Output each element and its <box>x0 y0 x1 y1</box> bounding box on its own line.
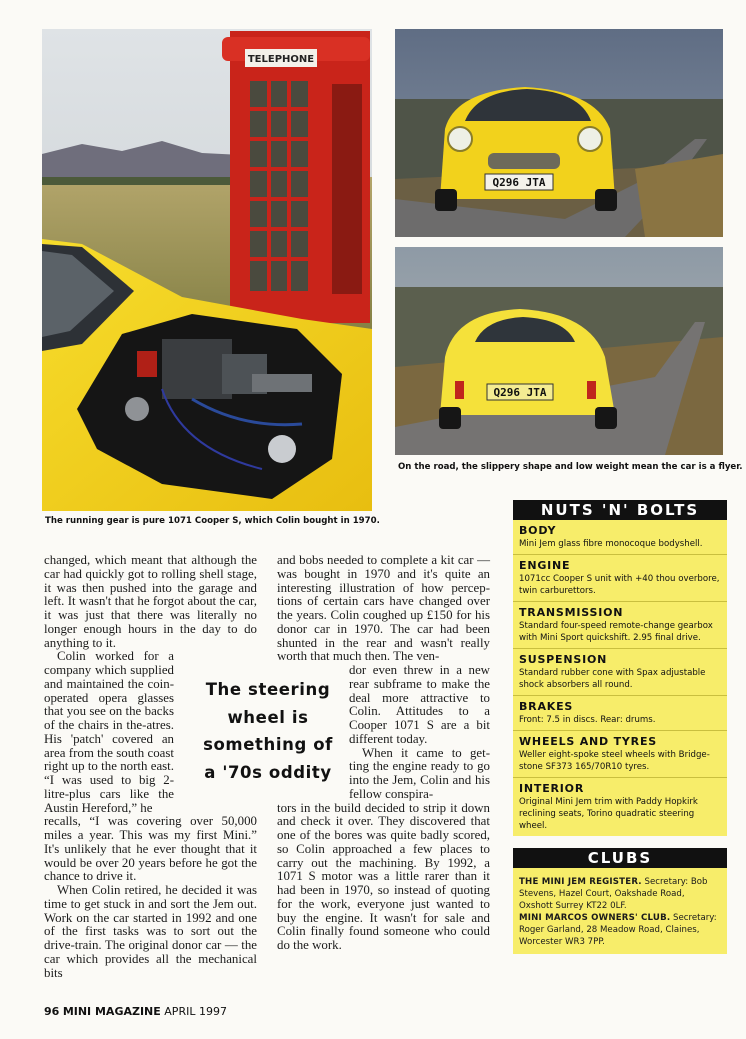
spec-title: BODY <box>519 524 557 537</box>
article-paragraph: recalls, “I was covering over 50,000 miles a year. This was my first Mini.” It's unlikely that he ever thought that it would be over 20 years before he got the chance to drive it. <box>44 814 257 884</box>
spec-text: Standard four-speed remote-change gearbox with Mini Sport quickshift. 2.95 final drive. <box>519 621 713 643</box>
road-photo-caption: On the road, the slippery shape and low weight mean the car is a flyer. <box>398 462 743 472</box>
issue-date: APRIL 1997 <box>164 1005 227 1018</box>
club-details: Secretary: Bob Stevens, Hazel Court, Oakshade Road, Oxshott Surrey KT22 0LF. <box>519 877 708 911</box>
spec-item-suspension <box>513 649 727 696</box>
pull-quote-line: wheel is <box>227 707 309 727</box>
clubs-box <box>513 848 727 954</box>
nuts-n-bolts-header: NUTS 'N' BOLTS <box>513 500 727 520</box>
club-entry <box>519 912 721 948</box>
spec-text: 1071cc Cooper S unit with +40 thou overbore, twin carburettors. <box>519 574 720 596</box>
phone-box <box>222 31 370 323</box>
spec-text: Mini Jem glass fibre monocoque bodyshell. <box>519 539 703 549</box>
rear-number-plate: Q296 JTA <box>493 386 547 399</box>
club-entry <box>519 876 721 912</box>
page-folio <box>44 1005 227 1018</box>
front-view-photo <box>395 29 723 237</box>
article-paragraph: When it came to get-ting the engine ready to go into the Jem, Colin and his fellow conspira- <box>349 745 490 801</box>
club-details: Secretary: Roger Garland, 28 Meadow Road, Claines, Worcester WR3 7PP. <box>519 913 717 947</box>
clubs-header: CLUBS <box>513 848 727 868</box>
spec-text: Weller eight-spoke steel wheels with Bridge-stone SF373 165/70R10 tyres. <box>519 750 710 772</box>
spec-text: Original Mini Jem trim with Paddy Hopkirk reclining seats, Torino quadratic steering wheel. <box>519 797 698 831</box>
spec-title: BRAKES <box>519 700 574 713</box>
article-paragraph: Colin worked for a company which supplied and maintained the coin-operated opera glasses that you see on the backs of the chairs in the-atres. His 'patch' covered an area from the south coast right up to the north east. “I was used to big 2-litre-plus cars like the Austin Hereford,” he <box>44 649 174 815</box>
spec-title: INTERIOR <box>519 782 585 795</box>
magazine-name: MINI MAGAZINE <box>62 1005 161 1018</box>
clubs-body <box>513 868 727 954</box>
pull-quote-line: a '70s oddity <box>204 762 332 782</box>
article-paragraph: When Colin retired, he decided it was time to get stuck in and sort the Jem out. Work on the car started in 1992 and one of the first tasks was to sort out the drive-train. The original donor car — the car which provides all the mechanical bits <box>44 883 257 980</box>
article-paragraph: changed, which meant that although the car had quickly got to rolling shell stage, it was then pushed into the garage and left. It wasn't that he forgot about the car, it was just that there was literally no longer enough hours in the day to do anything to it. <box>44 553 257 650</box>
nuts-n-bolts-box <box>513 500 727 836</box>
article-paragraph: tors in the build decided to strip it down and check it over. They discovered that one of the bores was quite badly scored, so Colin approached a few places to carry out the machining. By 1992, a 1071 S motor was a little rarer than it had been in 1970, so instead of quoting for the work, everyone just wanted to buy the engine. It wasn't for sale and Colin finally found someone who could do the work. <box>277 800 490 952</box>
engine-bay-photo <box>42 29 372 511</box>
pull-quote-line: something of <box>203 735 333 754</box>
spec-item-transmission <box>513 602 727 649</box>
spec-title: ENGINE <box>519 559 571 572</box>
spec-item-wheels-and-tyres <box>513 731 727 778</box>
spec-text: Front: 7.5 in discs. Rear: drums. <box>519 715 656 725</box>
article-column-2 <box>277 554 490 953</box>
spec-item-body <box>513 520 727 555</box>
club-name: MINI MARCOS OWNERS' CLUB. <box>519 913 671 923</box>
rear-view-photo <box>395 247 723 455</box>
spec-title: WHEELS AND TYRES <box>519 735 657 748</box>
car-front <box>435 87 617 211</box>
spec-item-brakes <box>513 696 727 731</box>
spec-list <box>513 520 727 836</box>
page-number: 96 <box>44 1005 60 1018</box>
phone-box-sign: TELEPHONE <box>247 54 315 65</box>
engine-photo-caption: The running gear is pure 1071 Cooper S, which Colin bought in 1970. <box>45 516 380 526</box>
spec-title: TRANSMISSION <box>519 606 624 619</box>
club-name: THE MINI JEM REGISTER. <box>519 877 642 887</box>
article-paragraph: and bobs needed to complete a kit car — was bought in 1970 and it's quite an interesting illustration of how percep-tions of certain cars have changed over the years. Colin coughed up £150 for his donor car in 1970. The car had been shunted in the rear and wasn't really worth that much then. The ven- <box>277 553 490 664</box>
spec-item-interior <box>513 778 727 836</box>
article-paragraph: dor even threw in a new rear subframe to make the deal more attractive to Colin. Attitudes to a Cooper 1071 S are a bit different today. <box>349 663 490 746</box>
pull-quote-line: The steering <box>205 680 331 699</box>
spec-item-engine <box>513 555 727 602</box>
spec-title: SUSPENSION <box>519 653 608 666</box>
front-number-plate: Q296 JTA <box>492 176 546 189</box>
spec-text: Standard rubber cone with Spax adjustable shock absorbers all round. <box>519 668 706 690</box>
